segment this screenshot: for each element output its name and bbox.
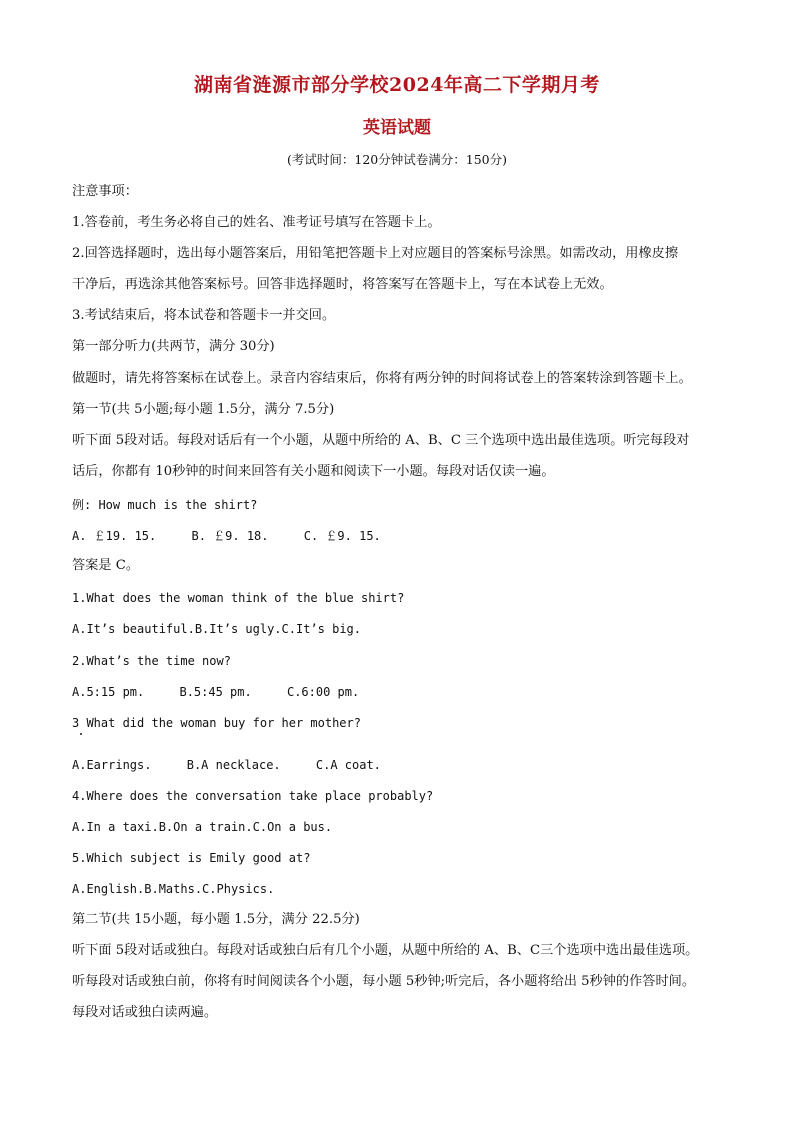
option-b: B.Maths. — [144, 882, 203, 896]
option-a: A.It’s beautiful. — [72, 622, 195, 636]
notes-heading: 注意事项： — [72, 184, 138, 199]
part1-heading: 第一部分听力(共两节，满分 30分) — [72, 339, 275, 354]
question-5-options — [72, 880, 732, 898]
stray-mark — [80, 733, 82, 735]
section2-instruction: 每段对话或独白读两遍。 — [72, 1005, 218, 1020]
section1-instruction: 听下面 5段对话。每段对话后有一个小题，从题中所给的 A、B、C 三个选项中选出最佳选项。听完每段对 — [72, 433, 690, 448]
question-3-options — [72, 756, 732, 774]
section2-instruction: 听每段对话或独白前，你将有时间阅读各个小题，每小题 5秒钟;听完后，各小题将给出 5秒钟的作答时间。 — [72, 974, 696, 989]
section1-instruction: 话后，你都有 10秒钟的时间来回答有关小题和阅读下一小题。每段对话仅读一遍。 — [72, 464, 555, 479]
option-a: A.Earrings. — [72, 758, 152, 772]
option-c: C. ￡9. 15. — [303, 529, 381, 543]
section2-heading: 第二节(共 15小题，每小题 1.5分，满分 22.5分) — [72, 912, 360, 927]
option-c: C.Physics. — [202, 882, 275, 896]
option-c: C.A coat. — [315, 758, 381, 772]
exam-time-info: (考试时间：120分钟试卷满分：150分) — [287, 152, 507, 167]
option-b: B.5:45 pm. — [179, 685, 252, 699]
option-c: C.6:00 pm. — [286, 685, 360, 699]
question-1: 1.What does the woman think of the blue shirt? — [72, 591, 405, 605]
note-item: 3.考试结束后，将本试卷和答题卡一并交回。 — [72, 308, 336, 323]
exam-subject-title: 英语试题 — [363, 118, 431, 138]
option-b: B.On a train. — [158, 820, 253, 834]
section2-instruction: 听下面 5段对话或独白。每段对话或独白后有几个小题，从题中所给的 A、B、C三个选项中选出最佳选项。 — [72, 943, 699, 958]
option-c: C.On a bus. — [252, 820, 333, 834]
option-a: A.5:15 pm. — [72, 685, 145, 699]
question-3: 3 What did the woman buy for her mother? — [72, 716, 361, 730]
note-item: 2.回答选择题时，选出每小题答案后，用铅笔把答题卡上对应题目的答案标号涂黑。如需改动，用橡皮擦 — [72, 246, 679, 261]
question-4-options — [72, 818, 732, 836]
option-b: B. ￡9. 18. — [191, 529, 269, 543]
question-1-options — [72, 620, 732, 638]
example-question: 例: How much is the shirt? — [72, 498, 258, 512]
example-answer: 答案是 C。 — [72, 558, 140, 573]
option-a: A. ￡19. 15. — [72, 529, 157, 543]
question-2: 2.What’s the time now? — [72, 654, 231, 668]
note-item: 干净后，再选涂其他答案标号。回答非选择题时，将答案写在答题卡上，写在本试卷上无效。 — [72, 277, 613, 292]
question-5: 5.Which subject is Emily good at? — [72, 851, 311, 865]
option-a: A.In a taxi. — [72, 820, 159, 834]
part1-instruction: 做题时，请先将答案标在试卷上。录音内容结束后，你将有两分钟的时间将试卷上的答案转涂到答题卡上。 — [72, 371, 692, 386]
exam-title: 湖南省涟源市部分学校2024年高二下学期月考 — [194, 74, 600, 96]
option-a: A.English. — [72, 882, 145, 896]
question-2-options — [72, 683, 732, 701]
note-item: 1.答卷前，考生务必将自己的姓名、准考证号填写在答题卡上。 — [72, 215, 441, 230]
option-b: B.It’s ugly. — [194, 622, 282, 636]
option-c: C.It’s big. — [281, 622, 362, 636]
option-b: B.A necklace. — [186, 758, 281, 772]
example-options — [72, 527, 732, 545]
question-4: 4.Where does the conversation take place probably? — [72, 789, 434, 803]
section1-heading: 第一节(共 5小题;每小题 1.5分，满分 7.5分) — [72, 402, 335, 417]
